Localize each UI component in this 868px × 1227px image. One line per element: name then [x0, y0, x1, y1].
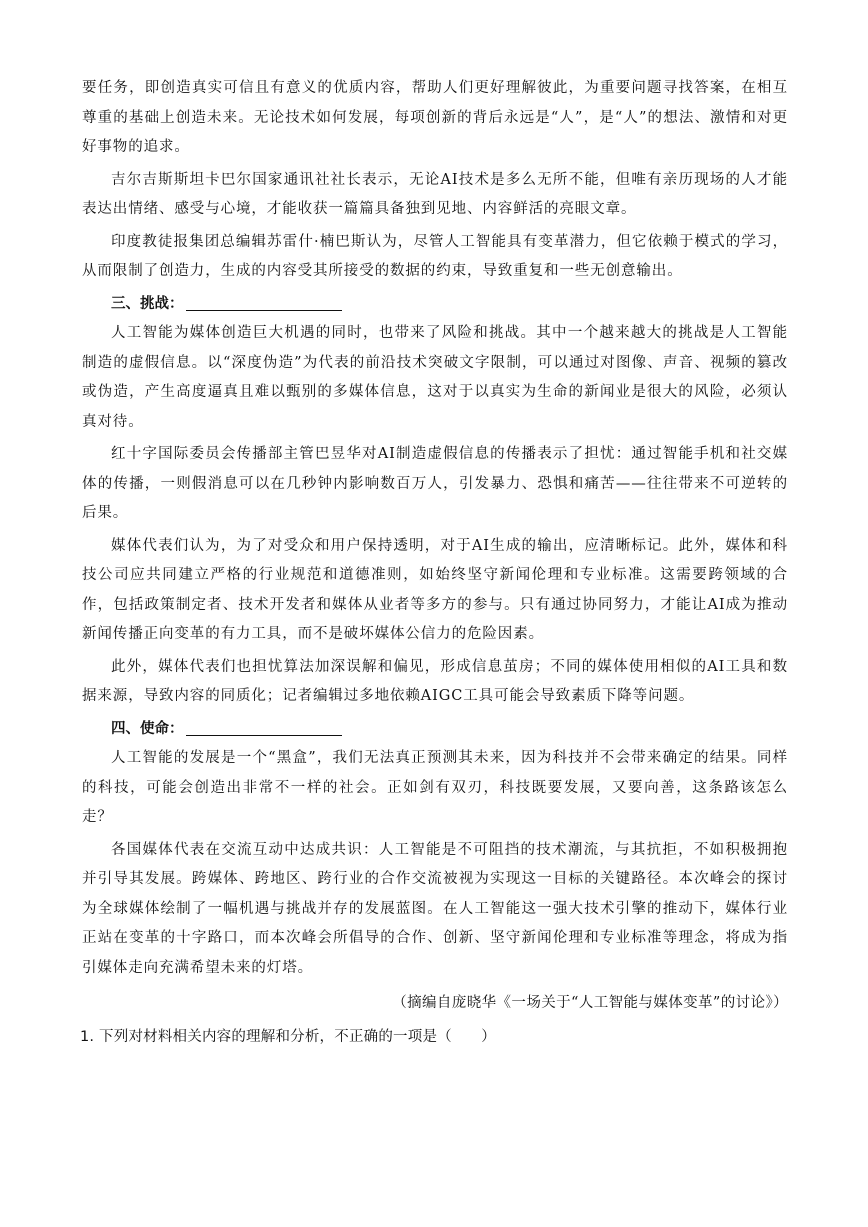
article-body: [82, 74, 788, 1052]
paragraph-intro-1: 要任务，即创造真实可信且有意义的优质内容，帮助人们更好理解彼此，为重要问题寻找答案，在相互尊重的基础上创造未来。无论技术如何发展，每项创新的背后永远是“人”，是“人”的想法、激情和对更好事物的追求。: [82, 80, 788, 155]
paragraph-intro-2: 吉尔吉斯斯坦卡巴尔国家通讯社社长表示，无论AI技术是多么无所不能，但唯有亲历现场的人才能表达出情绪、感受与心境，才能收获一篇篇具备独到见地、内容鲜活的亮眼文章。: [82, 171, 788, 217]
paragraph-challenge-1: 人工智能为媒体创造巨大机遇的同时，也带来了风险和挑战。其中一个越来越大的挑战是人工智能制造的虚假信息。以“深度伪造”为代表的前沿技术突破文字限制，可以通过对图像、声音、视频的篡改或伪造，产生高度逼真且难以甄别的多媒体信息，这对于以真实为生命的新闻业是很大的风险，必须认真对待。: [82, 325, 788, 430]
paragraph-mission-2: 各国媒体代表在交流互动中达成共识：人工智能是不可阻挡的技术潮流，与其抗拒，不如积极拥抱并引导其发展。跨媒体、跨地区、跨行业的合作交流被视为实现这一目标的关键路径。本次峰会的探讨为全球媒体绘制了一幅机遇与挑战并存的发展蓝图。在人工智能这一强大技术引擎的推动下，媒体行业正站在变革的十字路口，而本次峰会所倡导的合作、创新、坚守新闻伦理和专业标准等理念，将成为指引媒体走向充满希望未来的灯塔。: [82, 841, 788, 976]
paragraph-challenge-3: 媒体代表们认为，为了对受众和用户保持透明，对于AI生成的输出，应清晰标记。此外，媒体和科技公司应共同建立严格的行业规范和道德准则，如始终坚守新闻伦理和专业标准。这需要跨领域的合作，包括政策制定者、技术开发者和媒体从业者等多方的参与。只有通过协同努力，才能让AI成为推动新闻传播正向变革的有力工具，而不是破坏媒体公信力的危险因素。: [82, 537, 788, 642]
answer-blank-challenge[interactable]: [186, 294, 342, 311]
paragraph-challenge-2: 红十字国际委员会传播部主管巴昱华对AI制造虚假信息的传播表示了担忧：通过智能手机和社交媒体的传播，一则假消息可以在几秒钟内影响数百万人，引发暴力、恐惧和痛苦——往往带来不可逆转的后果。: [82, 446, 788, 521]
source-citation: （摘编自庞晓华《一场关于“人工智能与媒体变革”的讨论》）: [392, 995, 788, 1011]
section-heading-mission-label: 四、使命：: [111, 720, 184, 737]
paragraph-intro-3: 印度教徒报集团总编辑苏雷什·楠巴斯认为，尽管人工智能具有变革潜力，但它依赖于模式的学习，从而限制了创造力，生成的内容受其所接受的数据的约束，导致重复和一些无创意输出。: [82, 233, 788, 279]
section-heading-challenge: [82, 290, 788, 320]
question-1: 1. 下列对材料相关内容的理解和分析，不正确的一项是（ ）: [80, 1028, 496, 1045]
answer-blank-mission[interactable]: [186, 719, 342, 736]
paragraph-mission-1: 人工智能的发展是一个“黑盒”，我们无法真正预测其未来，因为科技并不会带来确定的结果。同样的科技，可能会创造出非常不一样的社会。正如剑有双刃，科技既要发展，又要向善，这条路该怎么走？: [82, 750, 788, 825]
section-heading-challenge-label: 三、挑战：: [111, 295, 184, 312]
section-heading-mission: [82, 715, 788, 745]
paragraph-challenge-4: 此外，媒体代表们也担忧算法加深误解和偏见，形成信息茧房；不同的媒体使用相似的AI工具和数据来源，导致内容的同质化；记者编辑过多地依赖AIGC工具可能会导致素质下降等问题。: [82, 658, 788, 704]
